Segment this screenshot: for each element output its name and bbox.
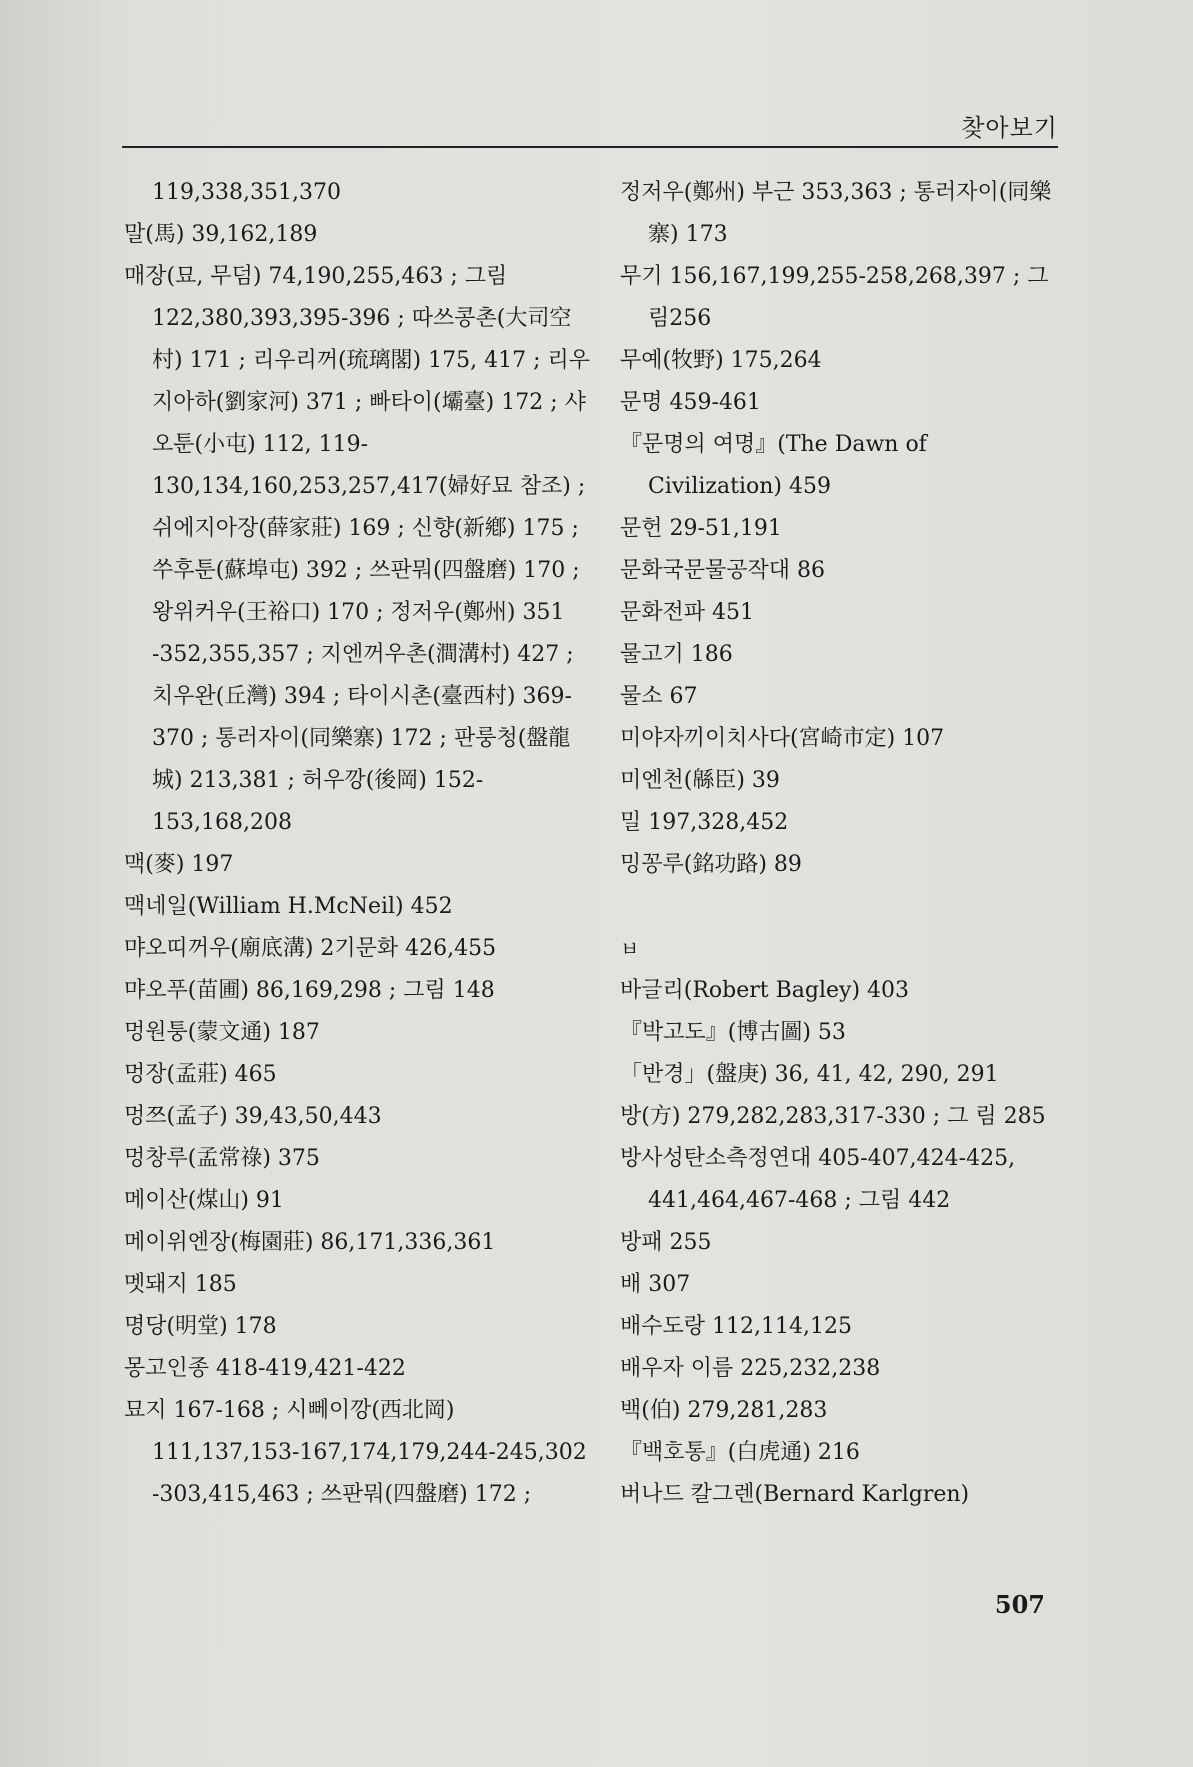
index-entry: 문헌 29-51,191 [620,516,782,541]
index-entry: 『박고도』(博古圖) 53 [620,1020,846,1045]
index-entry: 물소 67 [620,684,698,709]
index-entry: 버나드 칼그렌(Bernard Karlgren) [620,1482,970,1507]
index-entry: 배우자 이름 225,232,238 [620,1356,881,1381]
index-entry: 말(馬) 39,162,189 [124,222,318,247]
index-entry: 무예(牧野) 175,264 [620,348,822,373]
index-entry: 맥네일(William H.McNeil) 452 [124,894,453,919]
index-entry: 명당(明堂) 178 [124,1314,277,1339]
index-entry: 정저우(鄭州) 부근 353,363 ; 통러자이(同樂寨) 173 [620,180,1052,247]
index-entry: 맥(麥) 197 [124,852,234,877]
index-entry: 멍창루(孟常祿) 375 [124,1146,320,1171]
index-entry: 문명 459-461 [620,390,761,415]
page-number: 507 [994,1590,1045,1619]
index-entry: 방사성탄소측정연대 405-407,424-425, 441,464,467-468 ; 그림 442 [620,1146,1016,1213]
index-entry: 먀오푸(苗圃) 86,169,298 ; 그림 148 [124,978,495,1003]
index-entry: 배수도랑 112,114,125 [620,1314,852,1339]
index-entry: 멍원퉁(蒙文通) 187 [124,1020,320,1045]
section-letter: ㅂ [620,937,640,961]
index-entry: 메이산(煤山) 91 [124,1188,284,1213]
index-entry: 미엔천(緜臣) 39 [620,768,780,793]
index-entry: 배 307 [620,1272,691,1297]
index-entry: 멧돼지 185 [124,1272,237,1297]
index-entry: 매장(묘, 무덤) 74,190,255,463 ; 그림 122,380,393,395-396 ; 따쓰콩촌(大司空村) 171 ; 리우리꺼(琉璃閣) 175, 417 ; 리우지아하(劉家河) 371 ; 빠타이(壩臺) 172 ; 샤오툰(小屯) 112, 119-130,134,160,253,257,417(婦好묘 참조) ; 쉬에지아장(薛家莊) 169 ; 신향(新鄕) 175 ; 쑤후툰(蘇埠屯) 392 ; 쓰판뭐(四盤磨) 170 ; 왕위커우(王裕口) 170 ; 정저우(鄭州) 351 -352,355,357 ; 지엔꺼우촌(澗溝村) 427 ; 치우완(丘灣) 394 ; 타이시촌(臺西村) 369-370 ; 통러자이(同樂寨) 172 ; 판룽청(盤龍城) 213,381 ; 허우깡(後岡) 152-153,168,208 [124,264,591,835]
index-entry: 멍쯔(孟子) 39,43,50,443 [124,1104,382,1129]
index-entry: 몽고인종 418-419,421-422 [124,1356,406,1381]
running-header: 찾아보기 [961,114,1058,142]
index-entry: 『문명의 여명』(The Dawn of Civilization) 459 [620,432,927,499]
index-entry: 바글리(Robert Bagley) 403 [620,978,910,1003]
index-entry: 방(方) 279,282,283,317-330 ; 그 림 285 [620,1104,1046,1129]
index-column-right [620,172,1062,1516]
index-entry: 119,338,351,370 [152,180,341,205]
index-entry: 물고기 186 [620,642,733,667]
index-entry: 메이위엔장(梅園莊) 86,171,336,361 [124,1230,496,1255]
index-column-left [124,172,594,1516]
index-entry: 먀오띠꺼우(廟底溝) 2기문화 426,455 [124,936,497,961]
index-entry: 「반경」(盤庚) 36, 41, 42, 290, 291 [620,1062,999,1087]
index-entry: 문화국문물공작대 86 [620,558,826,583]
index-entry: 미야자끼이치사다(宮崎市定) 107 [620,726,945,751]
index-entry: 문화전파 451 [620,600,754,625]
index-entry: 멍장(孟莊) 465 [124,1062,277,1087]
index-entry: 백(伯) 279,281,283 [620,1398,828,1423]
index-entry: 묘지 167-168 ; 시뻬이깡(西北岡) 111,137,153-167,174,179,244-245,302 -303,415,463 ; 쓰판뭐(四盤磨) 172 ; [124,1398,587,1507]
header-rule [122,146,1058,148]
index-entry: 방패 255 [620,1230,712,1255]
index-entry: 무기 156,167,199,255-258,268,397 ; 그림256 [620,264,1049,331]
index-entry: 밍꽁루(銘功路) 89 [620,852,802,877]
index-entry: 밀 197,328,452 [620,810,789,835]
index-entry: 『백호통』(白虎通) 216 [620,1440,860,1465]
